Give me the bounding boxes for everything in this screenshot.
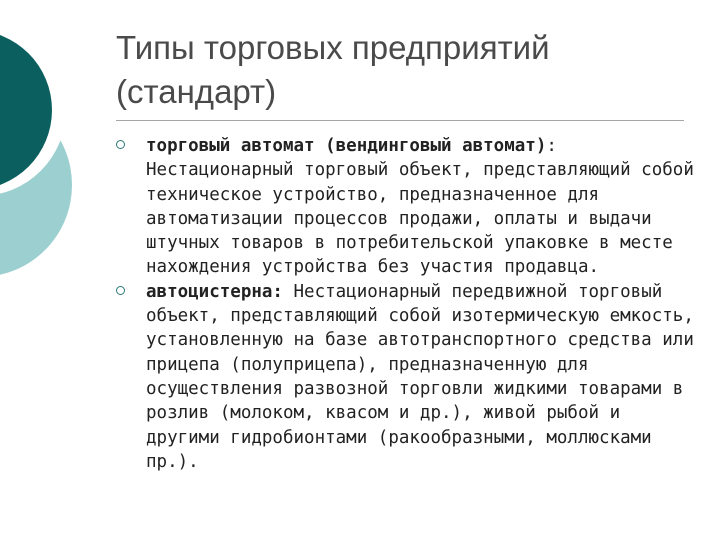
term-tank-truck: автоцистерна: bbox=[146, 281, 283, 302]
circle-bullet-icon bbox=[116, 286, 125, 295]
definition-tank-truck: Нестационарный передвижной торговый объект, представляющий собой изотермическую емкость, установленную на базе автотранспортного средства или прицепа (полуприцепа), предназначенную для осуществления развозной торговли жидкими товарами в розлив (молоком, квасом и др.), живой рыбой и другими гидробионтами (ракообразными, моллюсками пр.). bbox=[146, 281, 694, 472]
decorative-circles bbox=[0, 0, 90, 300]
title-divider bbox=[116, 120, 684, 121]
light-teal-circle bbox=[0, 93, 72, 277]
list-item-vending-machine bbox=[116, 134, 700, 280]
title-line-1: Типы торговых предприятий bbox=[116, 29, 550, 66]
definition-list bbox=[116, 134, 700, 474]
circle-bullet-icon bbox=[116, 140, 125, 149]
definition-vending-machine: Нестационарный торговый объект, представляющий собой техническое устройство, предназначенное для автоматизации процессов продажи, оплаты и выдачи штучных товаров в потребительской упаковке в месте нахождения устройства без участия продавца. bbox=[146, 160, 694, 278]
term-separator: : bbox=[546, 136, 557, 156]
slide-title bbox=[116, 26, 696, 114]
dark-teal-circle bbox=[0, 30, 52, 190]
title-line-2: (стандарт) bbox=[116, 73, 277, 110]
white-ring-circle bbox=[0, 24, 66, 196]
term-vending-machine: торговый автомат (вендинговый автомат) bbox=[146, 136, 547, 156]
list-item-tank-truck bbox=[116, 280, 700, 474]
